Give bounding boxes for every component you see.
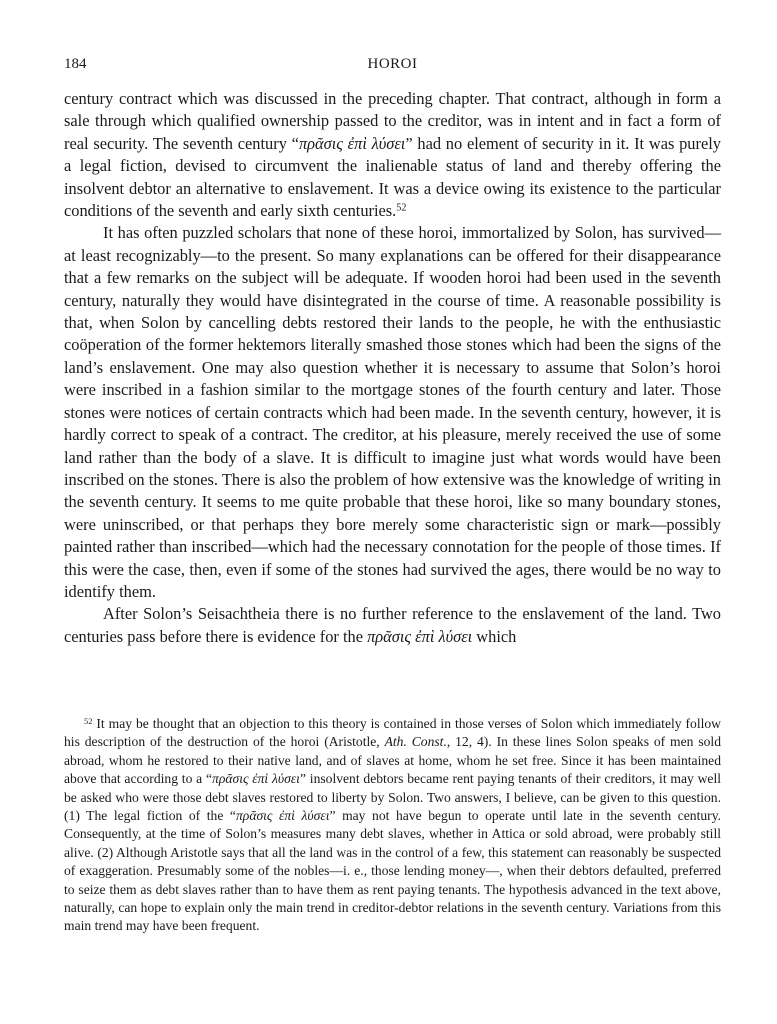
footnote-text-1: It may be thought that an objection to this theory is contained in those verses of Solon which immediately follow his description of the destruction of the horoi (Aristotle,: [64, 716, 721, 750]
paragraph-1-text-b: ” had no element of security in it. It was purely a legal fiction, devised to circumvent the inalienable status of land and thereby offering the insolvent debtor an alternative to enslavement. It was a device owing its existence to the particular conditions of the seventh and early sixth centuries.: [64, 133, 721, 221]
footnotes: [64, 715, 721, 936]
greek-phrase: πρᾶσις ἐπὶ λύσει: [298, 133, 406, 153]
paragraph-2: It has often puzzled scholars that none of these horoi, immortalized by Solon, has survived—at least recognizably—to the present. So many explanations can be offered for their disappearance that a few remarks on the subject will be adequate. If wooden horoi had been used in the seventh century, naturally they would have disintegrated in the course of time. A reasonable possibility is that, when Solon by cancelling debts restored their lands to the people, he with the enthusiastic coöperation of the former hektemors literally smashed those stones which had been the signs of the land’s enslavement. One may also question whether it is necessary to assume that Solon’s horoi were inscribed in a fashion similar to the mortgage stones of the fourth century and later. Those stones were notices of certain contracts which had been made. In the seventh century, however, it is hardly correct to speak of a contract. The creditor, at his pleasure, merely received the use of some land rather than the body of a slave. It is difficult to imagine just what words would have been inscribed on the stones. There is also the problem of how extensive was the knowledge of writing in the seventh century. It seems to me quite probable that these horoi, like so many boundary stones, were uninscribed, or that perhaps they bore merely some characteristic sign or mark—possibly painted rather than inscribed—which had the necessary connotation for the people of those times. If this were the case, then, even if some of the stones had survived the ages, there would be no way to identify them.: [64, 223, 721, 601]
page-number: 184: [64, 56, 87, 72]
paragraph-3: [64, 603, 721, 648]
paragraph-1: [64, 88, 721, 222]
footnote-52: [64, 715, 721, 936]
paragraph-3-text-a: After Solon’s Seisachtheia there is no further reference to the enslavement of the land. Two centuries pass before there is evidence for the: [64, 604, 721, 646]
footnote-number: 52: [84, 716, 93, 727]
greek-phrase: πρᾶσις ἐπὶ λύσει: [212, 771, 300, 787]
footnote-text-4: ” may not have begun to operate until late in the seventh century. Consequently, at the time of Solon’s measures many debt slaves, whether in Attica or sold abroad, were probably still alive. (2) Although Aristotle says that all the land was in the control of a few, this statement can reasonably be suspected of exaggeration. Presumably some of the nobles—i. e., those lending money—, when their debtors defaulted, preferred to seize them as debt slaves rather than to have them as rent paying tenants. The hypothesis advanced in the text above, naturally, can hope to explain only the main trend in creditor-debtor relations in the seventh century. Variations from this main trend may have been frequent.: [64, 808, 722, 934]
footnote-text-3: ” insolvent debtors became rent paying tenants of their creditors, it may well be asked who were those debt slaves restored to liberty by Solon. Two answers, I believe, can be given to this question. (1) The legal fiction of the “: [64, 771, 721, 824]
page-header: [64, 56, 721, 78]
greek-phrase: πρᾶσις ἐπὶ λύσει: [235, 808, 330, 824]
citation-title: Ath. Const.: [384, 734, 447, 750]
paragraph-1-text-a: century contract which was discussed in the preceding chapter. That contract, although in form a sale through which qualified ownership passed to the creditor, was in intent and in fact a form of real security. The seventh century “: [64, 89, 721, 153]
running-title: HOROI: [367, 56, 418, 72]
footnote-reference[interactable]: 52: [396, 202, 407, 214]
body-text: [64, 88, 721, 648]
footnote-text-2: , 12, 4). In these lines Solon speaks of men sold abroad, whom he restored to their native land, and of slaves at home, whom he set free. Since it has been maintained above that according to a “: [64, 734, 721, 787]
greek-phrase: πρᾶσις ἐπὶ λύσει: [367, 626, 473, 646]
paragraph-3-text-b: which: [472, 626, 517, 646]
